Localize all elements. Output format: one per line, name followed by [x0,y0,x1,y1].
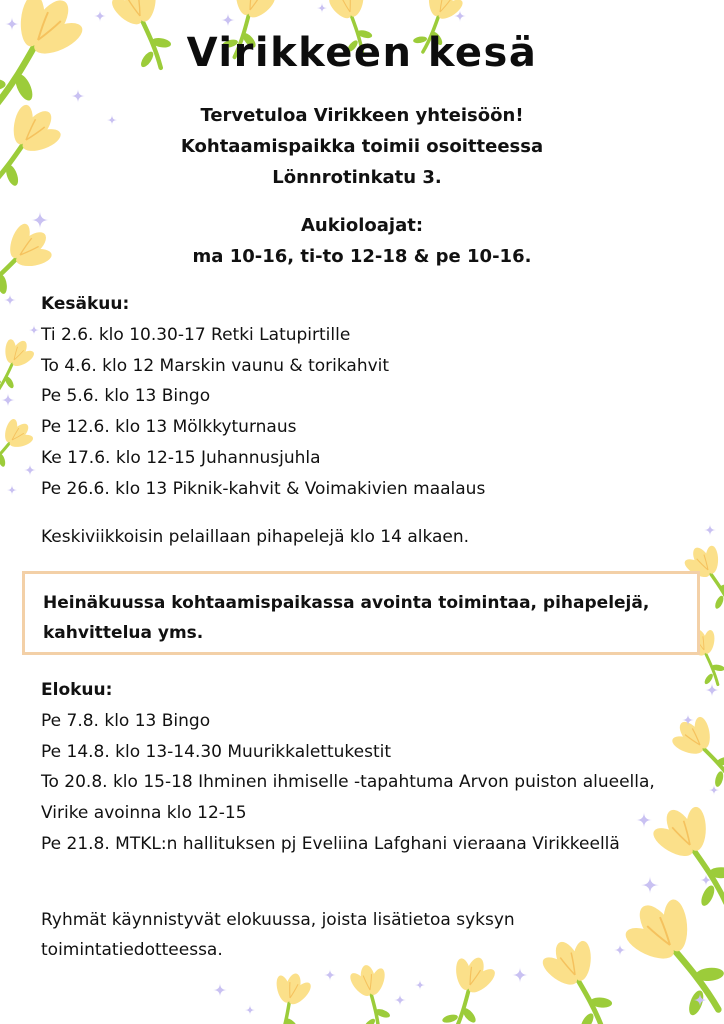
welcome-line: Tervetuloa Virikkeen yhteisöön! [200,105,524,126]
august-heading: Elokuu: [41,680,113,700]
august-section [41,675,681,860]
wednesday-games-note: Keskiviikkoisin pelaillaan pihapelejä klo 14 alkaen. [41,527,470,547]
june-heading: Kesäkuu: [41,294,130,314]
event-item: Pe 26.6. klo 13 Piknik-kahvit & Voimakivien maalaus [41,478,486,499]
event-item: Pe 21.8. MTKL:n hallituksen pj Eveliina Lafghani vieraana Virikkeellä [41,833,620,854]
address-line: Lönnrotinkatu 3. [272,167,442,188]
event-item: Pe 14.8. klo 13-14.30 Muurikkalettukestit [41,741,392,762]
page-title: Virikkeen kesä [186,30,538,76]
event-item: Pe 12.6. klo 13 Mölkkyturnaus [41,417,297,438]
opening-hours-heading: Aukioloajat: [300,215,424,236]
july-notice-box [22,571,700,655]
june-section [41,289,485,505]
event-item: Pe 7.8. klo 13 Bingo [41,710,211,731]
welcome-text [0,100,724,193]
july-notice-text: Heinäkuussa kohtaamispaikassa avointa toimintaa, pihapelejä, kahvittelua yms. [43,593,650,643]
event-item: Ti 2.6. klo 10.30-17 Retki Latupirtille [41,324,351,345]
event-item: Ke 17.6. klo 12-15 Juhannusjuhla [41,447,321,468]
event-item: To 4.6. klo 12 Marskin vaunu & torikahvit [41,355,390,376]
event-item: Pe 5.6. klo 13 Bingo [41,386,211,407]
address-intro-line: Kohtaamispaikka toimii osoitteessa [180,136,544,157]
groups-note: Ryhmät käynnistyvät elokuussa, joista lisätietoa syksyn toimintatiedotteessa. [41,910,515,960]
event-item: To 20.8. klo 15-18 Ihminen ihmiselle -tapahtuma Arvon puiston alueella, Virike avoinna klo 12-15 [41,772,655,824]
opening-hours [0,210,724,272]
opening-hours-text: ma 10-16, ti-to 12-18 & pe 10-16. [192,246,532,267]
